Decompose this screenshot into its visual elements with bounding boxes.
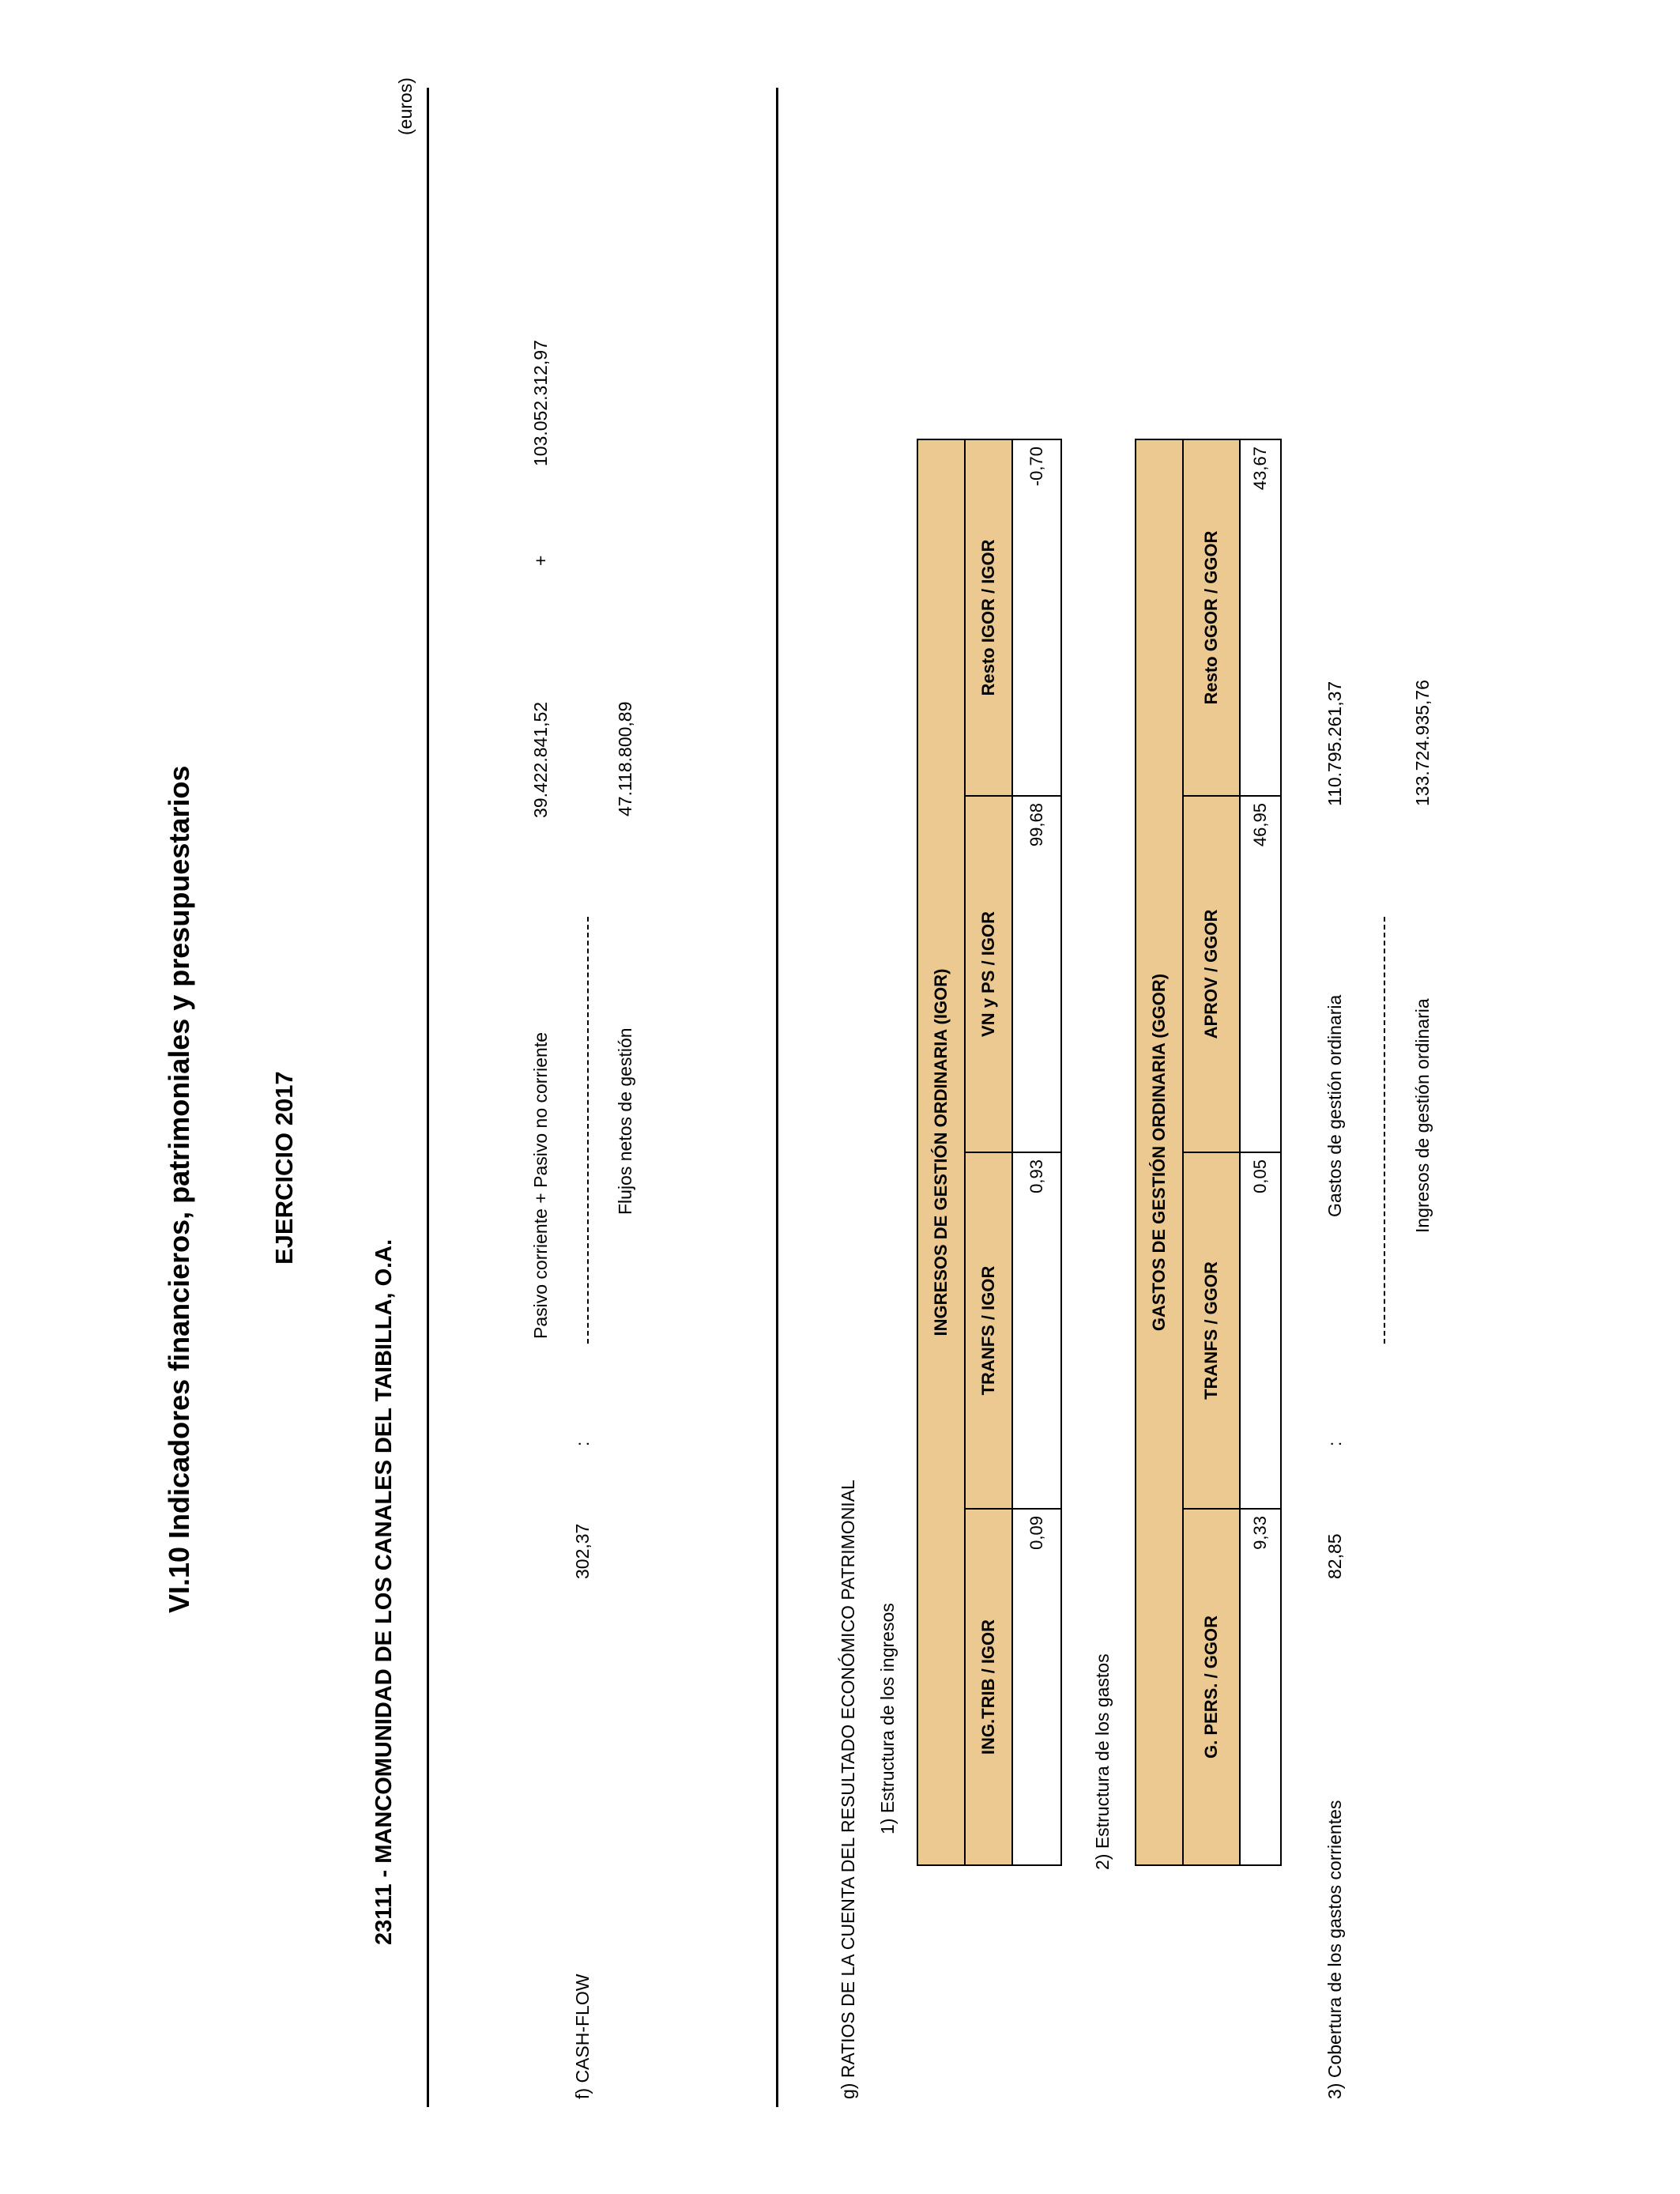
cash-flow-numerator-value-1: 39.422.841,52 — [530, 701, 551, 818]
cash-flow-value: 302,37 — [572, 1523, 593, 1579]
expense-value-aprov: 46,95 — [1240, 796, 1281, 1152]
income-group-header: INGRESOS DE GESTIÓN ORDINARIA (IGOR) — [917, 439, 965, 1865]
coverage-numerator-label: Gastos de gestión ordinaria — [1324, 994, 1345, 1217]
income-value-tranfs: 0,93 — [1012, 1152, 1061, 1509]
coverage-numerator-value: 110.795.261,37 — [1324, 680, 1345, 806]
expense-col-resto: Resto GGOR / GGOR — [1183, 439, 1240, 796]
coverage-value: 82,85 — [1324, 1533, 1345, 1579]
entity-name: 23111 - MANCOMUNIDAD DE LOS CANALES DEL TAIBILLA, O.A. — [371, 1238, 397, 1945]
cash-flow-plus: + — [530, 555, 551, 566]
income-col-ing-trib: ING.TRIB / IGOR — [965, 1509, 1012, 1865]
cash-flow-numerator-label: Pasivo corriente + Pasivo no corriente — [530, 1031, 551, 1339]
income-value-vn-ps: 99,68 — [1012, 796, 1061, 1152]
unit-label: (euros) — [395, 77, 416, 135]
coverage-label: 3) Cobertura de los gastos corrientes — [1324, 1800, 1345, 2099]
expense-col-g-pers: G. PERS. / GGOR — [1183, 1509, 1240, 1865]
income-col-tranfs: TRANFS / IGOR — [965, 1152, 1012, 1509]
cash-flow-fraction-line — [587, 917, 589, 1344]
top-rule — [427, 88, 429, 2107]
middle-rule — [776, 88, 778, 2107]
income-col-vn-ps: VN y PS / IGOR — [965, 796, 1012, 1152]
ratios-section-label: g) RATIOS DE LA CUENTA DEL RESULTADO ECONÓMICO PATRIMONIAL — [838, 1480, 858, 2099]
cash-flow-denominator-value: 47.118.800,89 — [615, 701, 635, 816]
expense-col-tranfs: TRANFS / GGOR — [1183, 1152, 1240, 1509]
coverage-fraction-line — [1384, 917, 1385, 1344]
expense-value-resto: 43,67 — [1240, 439, 1281, 796]
income-value-ing-trib: 0,09 — [1012, 1509, 1061, 1865]
expense-col-aprov: APROV / GGOR — [1183, 796, 1240, 1152]
expense-value-g-pers: 9,33 — [1240, 1509, 1281, 1865]
income-ratio-table — [917, 439, 1062, 1866]
coverage-denominator-label: Ingresos de gestión ordinaria — [1412, 998, 1433, 1233]
expense-structure-label: 2) Estructura de los gastos — [1092, 1653, 1113, 1870]
cash-flow-colon: : — [572, 1441, 593, 1446]
cash-flow-label: f) CASH-FLOW — [572, 1973, 593, 2099]
exercise-year: EJERCICIO 2017 — [270, 1071, 298, 1265]
report-title: VI.10 Indicadores financieros, patrimoniales y presupuestarios — [163, 765, 195, 1613]
expense-value-tranfs: 0,05 — [1240, 1152, 1281, 1509]
expense-group-header: GASTOS DE GESTIÓN ORDINARIA (GGOR) — [1136, 439, 1183, 1865]
income-value-resto: -0,70 — [1012, 439, 1061, 796]
income-col-resto: Resto IGOR / IGOR — [965, 439, 1012, 796]
cash-flow-denominator-label: Flujos netos de gestión — [615, 1027, 635, 1215]
coverage-colon: : — [1324, 1441, 1345, 1446]
expense-ratio-table — [1135, 439, 1282, 1866]
cash-flow-numerator-value-2: 103.052.312,97 — [530, 340, 551, 466]
coverage-denominator-value: 133.724.935,76 — [1412, 680, 1433, 806]
income-structure-label: 1) Estructura de los ingresos — [877, 1603, 898, 1834]
